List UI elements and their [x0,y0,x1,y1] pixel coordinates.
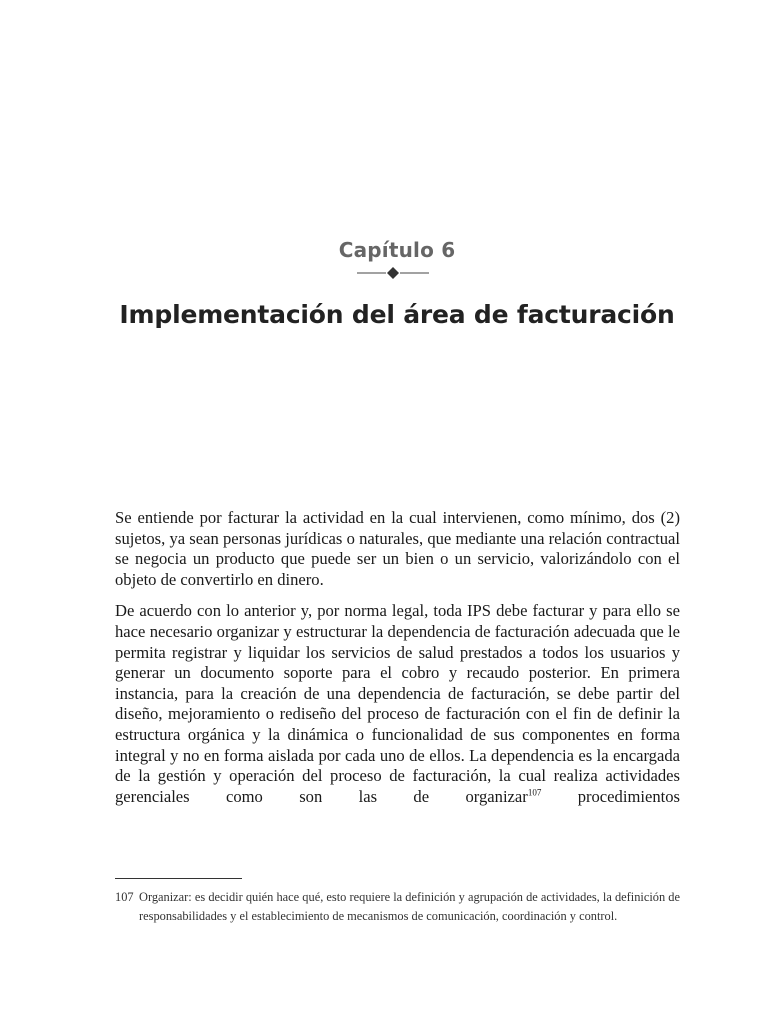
paragraph-2 [115,601,680,807]
footnote-text: Organizar: es decidir quién hace qué, esto requiere la definición y agrupación de actividades, la definición de responsabilidades y el establecimiento de mecanismos de comunicación, coordinación y control. [139,890,680,923]
footnote-reference: 107 [527,787,542,798]
footnote [115,888,680,926]
chapter-label: Capítulo 6 [338,238,456,262]
footnote-divider [115,878,242,879]
body-text [115,508,680,818]
chapter-title: Implementación del área de facturación [119,300,675,329]
footnote-number: 107 [115,890,134,904]
paragraph-2-main: De acuerdo con lo anterior y, por norma legal, toda IPS debe facturar y para ello se hace necesario organizar y estructurar la dependencia de facturación adecuada que le permita registrar y liquidar los servicios de salud prestados a todos los usuarios y generar un documento soporte para el cobro y recaudo posterior. En primera instancia, para la creación de una dependencia de facturación, se debe partir del diseño, mejoramiento o rediseño del proceso de facturación con el fin de definir la estructura orgánica y la dinámica o funcionalidad de sus componentes en forma integral y no en forma aislada por cada uno de ellos. La dependencia es la encargada de la gestión y operación del proceso de facturación, la cual realiza actividades gerenciales como son las de organizar [115,601,680,806]
chapter-ornament-divider [357,266,429,280]
paragraph-2-end: procedimientos [577,786,680,806]
paragraph-1: Se entiende por facturar la actividad en la cual intervienen, como mínimo, dos (2) sujetos, ya sean personas jurídicas o naturales, que mediante una relación contractual se negocia un producto que puede ser un bien o un servicio, valorizándolo con el objeto de convertirlo en dinero. [115,508,680,589]
